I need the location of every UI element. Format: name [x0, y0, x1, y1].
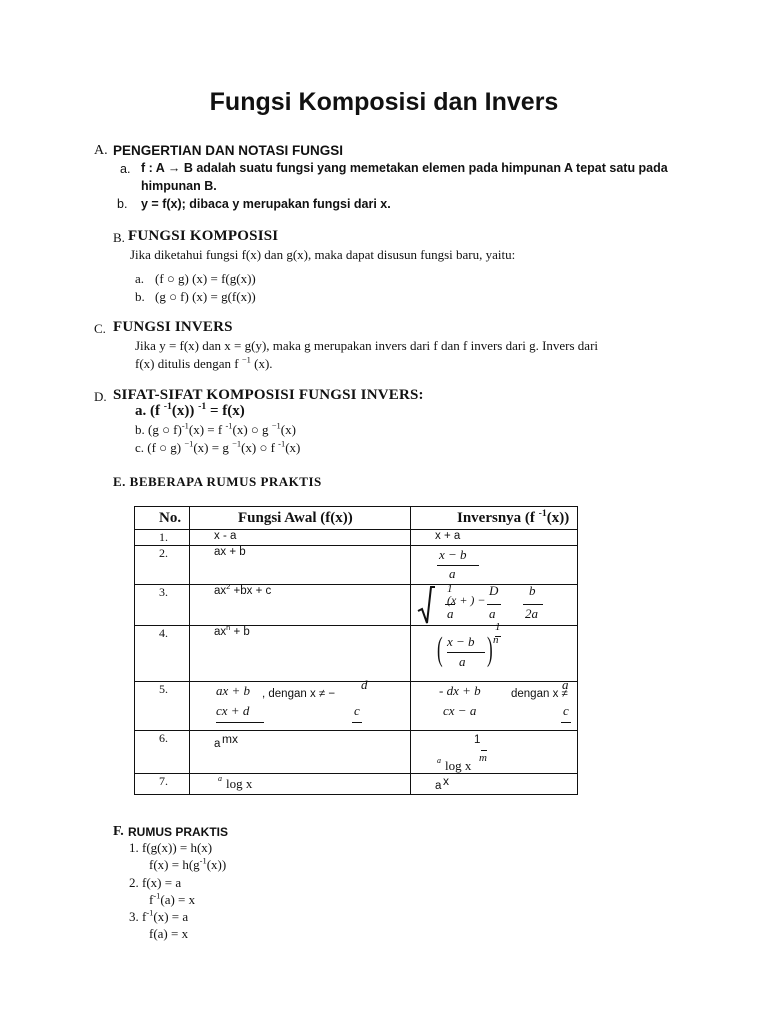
row-number: 3. — [135, 585, 190, 626]
fraction-bar — [216, 722, 264, 723]
section-f-line: 1. f(g(x)) = h(x) — [129, 840, 213, 855]
header-no: No. — [135, 507, 190, 530]
invers-cell — [411, 621, 578, 682]
rumus-table — [134, 506, 578, 795]
exponent-numerator: 1 — [495, 621, 501, 633]
table-row — [135, 530, 578, 546]
exponent-denominator: m — [479, 752, 487, 764]
fraction-bar — [523, 604, 543, 605]
condition-numerator: a — [562, 677, 569, 692]
section-f-line: $f(x) = h(g^{-1}(x))$ — [149, 855, 227, 872]
section-b-heading: FUNGSI KOMPOSISI — [128, 228, 279, 244]
condition-text: , dengan x ≠ − — [262, 688, 336, 700]
invers-cell — [411, 774, 578, 795]
condition-denominator: c — [354, 703, 360, 718]
fungsi-awal-cell: ax + b — [190, 546, 411, 585]
section-c-heading: FUNGSI INVERS — [113, 319, 233, 335]
sqrt-symbol — [417, 585, 435, 625]
section-a-heading: PENGERTIAN DAN NOTASI FUNGSI — [113, 143, 344, 158]
fraction-numerator: - dx + b — [439, 683, 481, 698]
section-a-item-b-label: b. — [117, 197, 128, 211]
fraction-bar — [447, 652, 485, 653]
section-a-item-a-cont: himpunan B. — [141, 179, 217, 193]
page-title: Fungsi Komposisi dan Invers — [209, 88, 559, 116]
log-expression: log x — [445, 758, 472, 773]
sqrt-middle: (x + ) − — [447, 593, 486, 607]
log-expression: log x — [226, 776, 253, 791]
section-f-line: f(a) = x — [149, 926, 189, 941]
header-inversnya: Inversnya (f $^{-1}$(x)) — [411, 507, 578, 530]
exponent-x: x — [443, 774, 449, 788]
condition-denominator: c — [563, 703, 569, 718]
row-number: 6. — [135, 731, 190, 774]
section-d-heading: SIFAT-SIFAT KOMPOSISI FUNGSI INVERS: — [113, 387, 424, 403]
invers-cell — [411, 546, 578, 585]
invers-cell: x + a — [411, 530, 578, 546]
table-row — [135, 585, 578, 626]
row-number: 4. — [135, 626, 190, 682]
section-a-letter: A. — [94, 143, 108, 158]
section-d-letter: D. — [94, 389, 107, 404]
table-row — [135, 682, 578, 731]
log-base: a — [437, 756, 441, 765]
sqrt-2a: 2a — [525, 606, 538, 621]
condition-text: dengan x ≠ — [511, 688, 568, 700]
row-number: 7. — [135, 774, 190, 795]
section-a-item-a-text: f : A → B adalah suatu fungsi yang memetakan elemen pada himpunan A tepat satu pada — [141, 161, 668, 175]
section-f-line: $f^{-1}(a) = x$ — [149, 890, 196, 907]
left-paren: ( — [437, 631, 443, 668]
fungsi-awal-cell: x - a — [190, 530, 411, 546]
fraction-denominator: cx + d — [216, 703, 250, 718]
fraction-denominator: a — [449, 566, 456, 581]
section-d-item-c: c. (f ○ g) $^{-1}$(x) = g $^{-1}$(x) ○ f $^{-1}$(x) — [135, 438, 301, 455]
base-a: a — [435, 780, 442, 792]
fraction-numerator: x − b — [447, 634, 475, 649]
exponent-mx: mx — [222, 732, 238, 746]
fraction-bar — [487, 604, 501, 605]
row-number: 5. — [135, 682, 190, 731]
invers-cell — [411, 677, 578, 731]
fungsi-awal-cell — [190, 774, 411, 795]
section-f-letter: F. — [113, 824, 124, 839]
section-c-line1: Jika y = f(x) dan x = g(y), maka g merupakan invers dari f dan f invers dari g. Invers dari — [135, 338, 599, 353]
table-row — [135, 774, 578, 795]
right-paren: ) — [487, 631, 493, 668]
fraction-bar — [481, 750, 487, 751]
section-b-letter: B. — [113, 230, 125, 245]
fraction-numerator: ax + b — [216, 683, 251, 698]
exponent-numerator: 1 — [474, 734, 481, 746]
fraction-bar — [352, 722, 362, 723]
section-a-item-a-label: a. — [120, 162, 131, 176]
section-e-heading: E. BEBERAPA RUMUS PRAKTIS — [113, 474, 322, 489]
fraction-denominator: cx − a — [443, 703, 477, 718]
sqrt-d: D — [489, 583, 499, 598]
section-b-item-b: b. (g ○ f) (x) = g(f(x)) — [135, 289, 256, 304]
table-row — [135, 731, 578, 774]
header-fungsi-awal: Fungsi Awal (f(x)) — [190, 507, 411, 530]
sqrt-one: 1 — [447, 583, 453, 595]
row-number: 2. — [135, 546, 190, 585]
fungsi-awal-cell: $ax^2 +bx + c$ — [190, 585, 411, 626]
fraction-bar — [561, 722, 571, 723]
section-c-line2: f(x) ditulis dengan f $^{-1}$ (x). — [135, 354, 273, 371]
base-a: a — [214, 738, 221, 750]
section-f-heading: RUMUS PRAKTIS — [128, 825, 229, 839]
section-a-item-b-text: y = f(x); dibaca y merupakan fungsi dari x. — [141, 197, 391, 211]
section-b-intro: Jika diketahui fungsi f(x) dan g(x), maka dapat disusun fungsi baru, yaitu: — [130, 247, 516, 262]
invers-cell — [411, 731, 578, 774]
section-f-line: 3. $f^{-1}(x) = a$ — [129, 907, 189, 924]
fraction-numerator: x − b — [439, 547, 467, 562]
fungsi-awal-cell: $ax^n + b$ — [190, 626, 411, 682]
exponent-denominator: n — [493, 634, 499, 646]
section-b-item-a: a. (f ○ g) (x) = f(g(x)) — [135, 271, 256, 286]
table-header-row — [135, 507, 578, 530]
table-row — [135, 546, 578, 585]
table-row — [135, 626, 578, 682]
log-base: a — [218, 774, 222, 783]
sqrt-a1: a — [447, 606, 454, 621]
fungsi-awal-cell — [190, 731, 411, 774]
invers-cell — [411, 585, 578, 626]
section-d-item-b: b. (g ○ f)$^{-1}$(x) = f $^{-1}$(x) ○ g $^{-1}$(x) — [135, 420, 296, 437]
section-c-letter: C. — [94, 321, 106, 336]
section-d-item-a: a. (f $^{-1}$(x)) $^{-1}$ = f(x) — [135, 401, 245, 419]
sqrt-b: b — [529, 583, 536, 598]
fraction-bar — [437, 565, 479, 566]
condition-numerator: d — [361, 677, 368, 692]
fungsi-awal-cell — [190, 677, 411, 731]
sqrt-a2: a — [489, 606, 496, 621]
row-number: 1. — [135, 530, 190, 546]
section-f-line: 2. f(x) = a — [129, 875, 182, 890]
fraction-denominator: a — [459, 654, 466, 669]
fraction-bar — [445, 604, 455, 605]
